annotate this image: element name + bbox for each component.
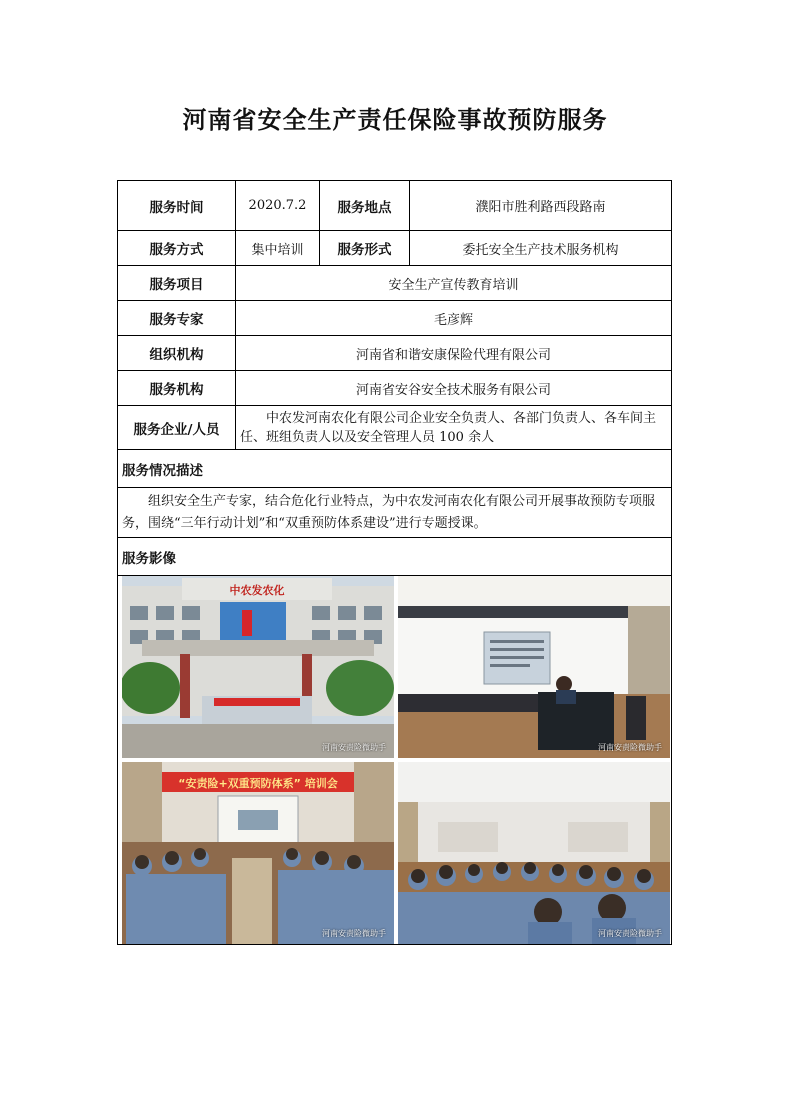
service-project-label: 服务项目 <box>118 266 236 301</box>
organizer-value: 河南省和谐安康保险代理有限公司 <box>236 336 672 371</box>
service-mode-value: 集中培训 <box>236 231 320 266</box>
service-record-table <box>117 180 672 945</box>
table-row <box>118 266 672 301</box>
table-row <box>118 538 672 576</box>
service-org-value: 河南省安谷安全技术服务有限公司 <box>236 371 672 406</box>
page-title: 河南省安全生产责任保险事故预防服务 <box>182 106 608 134</box>
photo-building-group <box>122 576 394 758</box>
service-mode-label: 服务方式 <box>118 231 236 266</box>
watermark-label: 河南安责险微助手 <box>598 743 662 752</box>
watermark-label: 河南安责险微助手 <box>322 929 386 938</box>
service-org-label: 服务机构 <box>118 371 236 406</box>
photo-cell <box>118 576 672 945</box>
watermark-label: 河南安责险微助手 <box>322 743 386 752</box>
table-row <box>118 488 672 538</box>
photo-audience <box>398 762 670 944</box>
enterprise-value: 中农发河南农化有限公司企业安全负责人、各部门负责人、各车间主任、班组负责人以及安全管理人员 100 余人 <box>236 406 672 450</box>
service-project-value: 安全生产宣传教育培训 <box>236 266 672 301</box>
table-row <box>118 406 672 450</box>
service-time-value: 2020.7.2 <box>236 181 320 231</box>
service-time-label: 服务时间 <box>118 181 236 231</box>
table-row <box>118 181 672 231</box>
photo-presenter <box>398 576 670 758</box>
service-place-value: 濮阳市胜利路西段路南 <box>410 181 672 231</box>
service-form-value: 委托安全生产技术服务机构 <box>410 231 672 266</box>
table-row <box>118 301 672 336</box>
table-row <box>118 450 672 488</box>
organizer-label: 组织机构 <box>118 336 236 371</box>
photo-training-hall <box>122 762 394 944</box>
building-sign: 中农发农化 <box>229 584 285 597</box>
service-place-label: 服务地点 <box>320 181 410 231</box>
banner-text: “安责险+双重预防体系” 培训会 <box>178 777 338 790</box>
service-form-label: 服务形式 <box>320 231 410 266</box>
table-row <box>118 371 672 406</box>
images-heading: 服务影像 <box>118 538 672 576</box>
description-heading: 服务情况描述 <box>118 450 672 488</box>
description-text: 组织安全生产专家，结合危化行业特点，为中农发河南农化有限公司开展事故预防专项服务，围绕“三年行动计划”和“双重预防体系建设”进行专题授课。 <box>118 488 672 538</box>
photo-grid <box>122 576 667 944</box>
table-row <box>118 336 672 371</box>
service-expert-label: 服务专家 <box>118 301 236 336</box>
enterprise-label: 服务企业/人员 <box>118 406 236 450</box>
watermark-label: 河南安责险微助手 <box>598 929 662 938</box>
table-row <box>118 231 672 266</box>
service-expert-value: 毛彦辉 <box>236 301 672 336</box>
table-row <box>118 576 672 945</box>
